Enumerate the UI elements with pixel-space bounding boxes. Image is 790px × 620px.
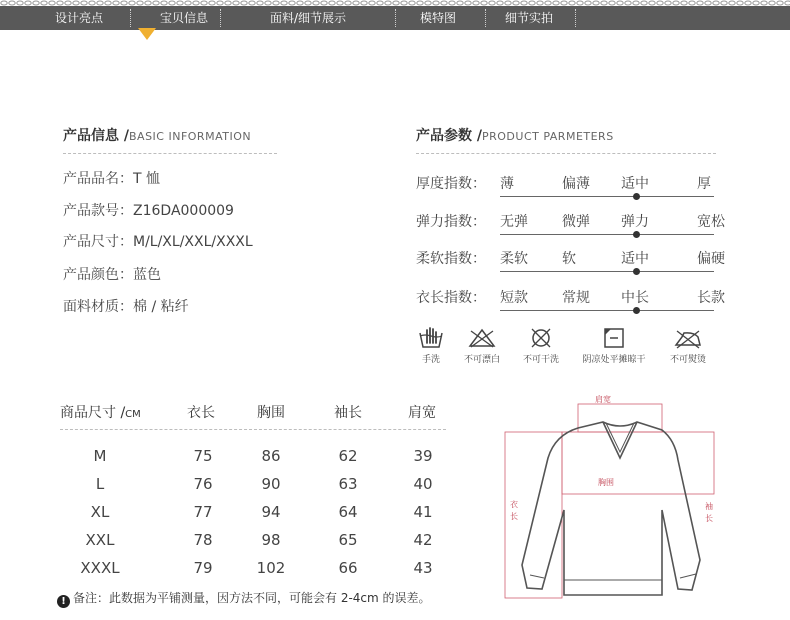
size-table-title: 商品尺寸 /CM <box>60 405 141 421</box>
nav-divider <box>220 9 221 27</box>
size-cell-value: 86 <box>261 447 281 465</box>
care-dry-flat <box>575 327 653 365</box>
shoulder-width-label: 肩宽 <box>595 395 611 404</box>
param-option: 薄 <box>500 176 514 192</box>
basic-info-divider <box>63 153 277 154</box>
size-cell-value: 78 <box>193 531 213 549</box>
param-label: 衣长指数： <box>416 290 486 306</box>
note-text: 备注：此数据为平铺测量，因方法不同，可能会有 2-4cm 的误差。 <box>73 591 431 605</box>
size-cell-size: XXL <box>85 531 115 549</box>
no-bleach-icon <box>467 327 497 349</box>
param-label: 厚度指数： <box>416 176 486 192</box>
nav-fabric-details[interactable]: 面料/细节展示 <box>270 11 347 25</box>
care-hand-wash <box>415 327 447 365</box>
nav-product-info[interactable]: 宝贝信息 <box>160 11 209 25</box>
params-title: 产品参数 /PRODUCT PARMETERS <box>416 128 614 144</box>
info-product-code: 产品款号：Z16DA000009 <box>63 203 234 219</box>
measurement-note <box>57 589 431 608</box>
care-label: 不可漂白 <box>463 355 500 365</box>
size-cell-value: 62 <box>338 447 358 465</box>
info-product-color: 产品颜色：蓝色 <box>63 267 161 283</box>
size-table-divider <box>60 429 446 430</box>
size-cell-value: 63 <box>338 475 358 493</box>
nav-divider <box>395 9 396 27</box>
size-col-chest: 胸围 <box>257 405 285 421</box>
sleeve-label-2: 长 <box>705 514 713 523</box>
param-option: 偏薄 <box>562 176 590 192</box>
nav-divider <box>485 9 486 27</box>
size-cell-value: 40 <box>413 475 433 493</box>
care-no-bleach <box>458 327 506 365</box>
param-option: 中长 <box>621 290 649 306</box>
size-cell-size: L <box>95 475 105 493</box>
param-option: 长款 <box>697 290 725 306</box>
nav-model-photos[interactable]: 模特图 <box>420 11 457 25</box>
size-col-sleeve: 袖长 <box>334 405 362 421</box>
info-fabric: 面料材质：棉 / 粘纤 <box>63 299 189 315</box>
tshirt-outline-icon <box>500 390 730 605</box>
size-cell-size: M <box>93 447 107 465</box>
param-option: 无弹 <box>500 214 528 230</box>
size-cell-size: XL <box>90 503 110 521</box>
basic-info-title: 产品信息 /BASIC INFORMATION <box>63 128 252 144</box>
care-no-dry-clean <box>517 327 565 365</box>
care-label: 不可干洗 <box>522 355 559 365</box>
info-icon: ! <box>57 595 70 608</box>
param-selected-dot <box>633 193 640 200</box>
care-label: 手洗 <box>421 355 440 365</box>
nav-detail-photos[interactable]: 细节实拍 <box>505 11 554 25</box>
care-no-iron <box>664 327 712 365</box>
size-cell-size: XXXL <box>80 559 120 577</box>
garment-measure-diagram <box>500 390 730 605</box>
size-col-shoulder: 肩宽 <box>408 405 436 421</box>
no-iron-icon <box>672 327 704 349</box>
nav-design-highlights[interactable]: 设计亮点 <box>55 11 104 25</box>
active-nav-pointer <box>138 28 156 40</box>
length-label-2: 长 <box>510 512 518 521</box>
size-cell-value: 41 <box>413 503 433 521</box>
param-option: 软 <box>562 251 576 267</box>
param-option: 适中 <box>621 176 649 192</box>
info-product-name: 产品品名：T 恤 <box>63 171 161 187</box>
info-product-sizes: 产品尺寸：M/L/XL/XXL/XXXL <box>63 234 253 250</box>
size-cell-value: 75 <box>193 447 213 465</box>
nav-bar <box>0 6 790 30</box>
size-cell-value: 43 <box>413 559 433 577</box>
hand-wash-icon <box>418 327 444 349</box>
param-selected-dot <box>633 307 640 314</box>
size-cell-value: 39 <box>413 447 433 465</box>
param-selected-dot <box>633 231 640 238</box>
nav-divider <box>575 9 576 27</box>
size-col-length: 衣长 <box>187 405 215 421</box>
param-option: 短款 <box>500 290 528 306</box>
care-label: 不可熨烫 <box>669 355 706 365</box>
param-option: 宽松 <box>697 214 725 230</box>
no-dry-clean-icon <box>529 327 553 349</box>
param-scale-line <box>500 196 714 197</box>
size-cell-value: 90 <box>261 475 281 493</box>
dry-flat-shade-icon <box>602 327 626 349</box>
param-scale-line <box>500 234 714 235</box>
params-divider <box>416 153 716 154</box>
size-cell-value: 76 <box>193 475 213 493</box>
size-cell-value: 66 <box>338 559 358 577</box>
param-option: 柔软 <box>500 251 528 267</box>
size-cell-value: 79 <box>193 559 213 577</box>
size-cell-value: 65 <box>338 531 358 549</box>
param-scale-line <box>500 271 714 272</box>
care-label: 阴凉处平摊晾干 <box>582 355 646 365</box>
nav-divider <box>130 9 131 27</box>
param-selected-dot <box>633 268 640 275</box>
chest-label: 胸围 <box>598 478 614 487</box>
size-cell-value: 64 <box>338 503 358 521</box>
param-option: 厚 <box>697 176 711 192</box>
size-cell-value: 98 <box>261 531 281 549</box>
param-label: 柔软指数： <box>416 251 486 267</box>
param-option: 弹力 <box>621 214 649 230</box>
sleeve-label-1: 袖 <box>705 502 713 511</box>
param-option: 常规 <box>562 290 590 306</box>
size-cell-value: 77 <box>193 503 213 521</box>
param-option: 偏硬 <box>697 251 725 267</box>
size-cell-value: 42 <box>413 531 433 549</box>
size-cell-value: 94 <box>261 503 281 521</box>
param-label: 弹力指数： <box>416 214 486 230</box>
length-label-1: 衣 <box>510 500 518 509</box>
param-option: 适中 <box>621 251 649 267</box>
param-option: 微弹 <box>562 214 590 230</box>
size-cell-value: 102 <box>256 559 286 577</box>
param-scale-line <box>500 310 714 311</box>
